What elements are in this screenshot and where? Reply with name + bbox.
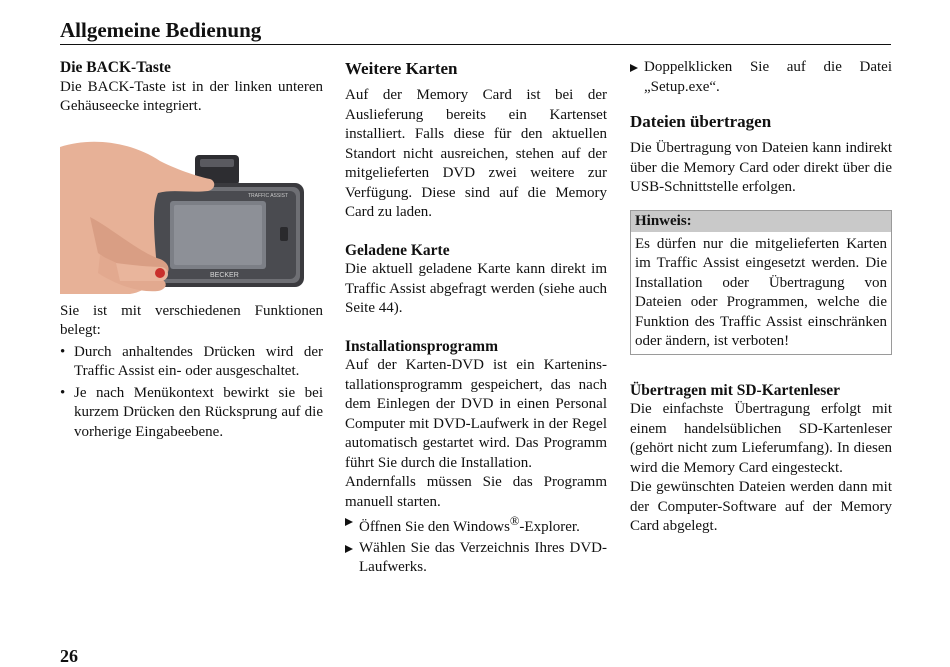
note-title: Hinweis: <box>631 211 891 232</box>
registered-mark: ® <box>509 514 520 528</box>
install-program-text: Auf der Karten-DVD ist ein Karteninstallationsprogramm gespeichert, das nach dem Einlegen der DVD in einen Personal Computer mit DVD-Laufwerk in der Regel automatisch gestartet wird. Das Programm führt Sie durch die Installation. <box>345 357 607 471</box>
heading-install-program: Installationsprogramm <box>345 337 499 355</box>
sd-card-save-text: Die gewünschten Dateien werden dann mit der Computer-Software auf der Memory Card abgelegt. <box>630 479 892 534</box>
note-box <box>630 210 892 355</box>
step-item: Wählen Sie das Verzeichnis Ihres DVD-Laufwerks. <box>345 539 607 578</box>
transfer-files-text: Die Übertragung von Dateien kann indirekt über die Memory Card oder direkt über die USB-Schnittstelle erfolgen. <box>630 140 892 195</box>
heading-more-maps: Weitere Karten <box>345 59 458 78</box>
back-key-functions-intro: Sie ist mit verschiedenen Funktionen belegt: <box>60 302 323 338</box>
loaded-map-text: Die aktuell geladene Karte kann direkt im Traffic Assist abgefragt werden (siehe auch Seite 44). <box>345 261 607 316</box>
sd-card-reader-text: Die einfachste Übertragung erfolgt mit einem handelsüblichen SD-Kartenleser (gehört nicht zum Lieferumfang). In diesen wird die Memory Card eingesteckt. <box>630 401 892 476</box>
step-item <box>345 512 607 538</box>
step-item: Doppelklicken Sie auf die Datei „Setup.exe“. <box>630 58 892 97</box>
page-title: Allgemeine Bedienung <box>60 18 262 42</box>
column-left <box>60 58 323 444</box>
step-open-explorer-rest: -Explorer. <box>519 519 580 535</box>
more-maps-text: Auf der Memory Card ist bei der Auslieferung bereits ein Kartenset installiert. Falls diese für den aktuellen Standort nicht ausreichen, stehen auf der mitgelieferten DVD zwei weitere zur Verfügung. Diese sind auf die Memory Card zu laden. <box>345 87 607 220</box>
device-model-label: TRAFFIC ASSIST <box>248 192 289 199</box>
heading-loaded-map: Geladene Karte <box>345 241 450 259</box>
back-button-dot <box>155 268 165 278</box>
note-text: Es dürfen nur die mitgelieferten Karten im Traffic Assist eingesetzt werden. Die Installation oder Übertragung von Dateien oder Programmen, welche die Funktion des Traffic Assist einschränken oder ändern, ist verboten! <box>635 235 887 349</box>
install-steps <box>345 512 607 578</box>
device-brand-label: BECKER <box>210 271 239 279</box>
title-rule <box>60 44 891 45</box>
list-item: • Durch anhaltendes Drücken wird der Traffic Assist ein- oder ausgeschaltet. <box>60 343 323 382</box>
page-number: 26 <box>60 646 78 666</box>
heading-back-key: Die BACK-Taste <box>60 59 171 76</box>
heading-sd-card-reader: Übertragen mit SD-Kartenleser <box>630 381 841 399</box>
back-key-function-list <box>60 343 323 443</box>
device-photo <box>60 127 323 294</box>
install-manual-text: Andernfalls müssen Sie das Programm manuell starten. <box>345 474 607 510</box>
column-middle <box>345 58 607 579</box>
heading-transfer-files: Dateien übertragen <box>630 112 772 131</box>
list-item: • Je nach Menükontext bewirkt sie bei kurzem Drücken den Rücksprung auf die vorherige Eingabeebene. <box>60 384 323 443</box>
column-right <box>630 58 892 537</box>
back-key-intro: Die BACK-Taste ist in der linken unteren Gehäuseecke integriert. <box>60 78 323 114</box>
install-steps-continued <box>630 58 892 97</box>
step-open-explorer: Öffnen Sie den Windows <box>359 519 510 535</box>
